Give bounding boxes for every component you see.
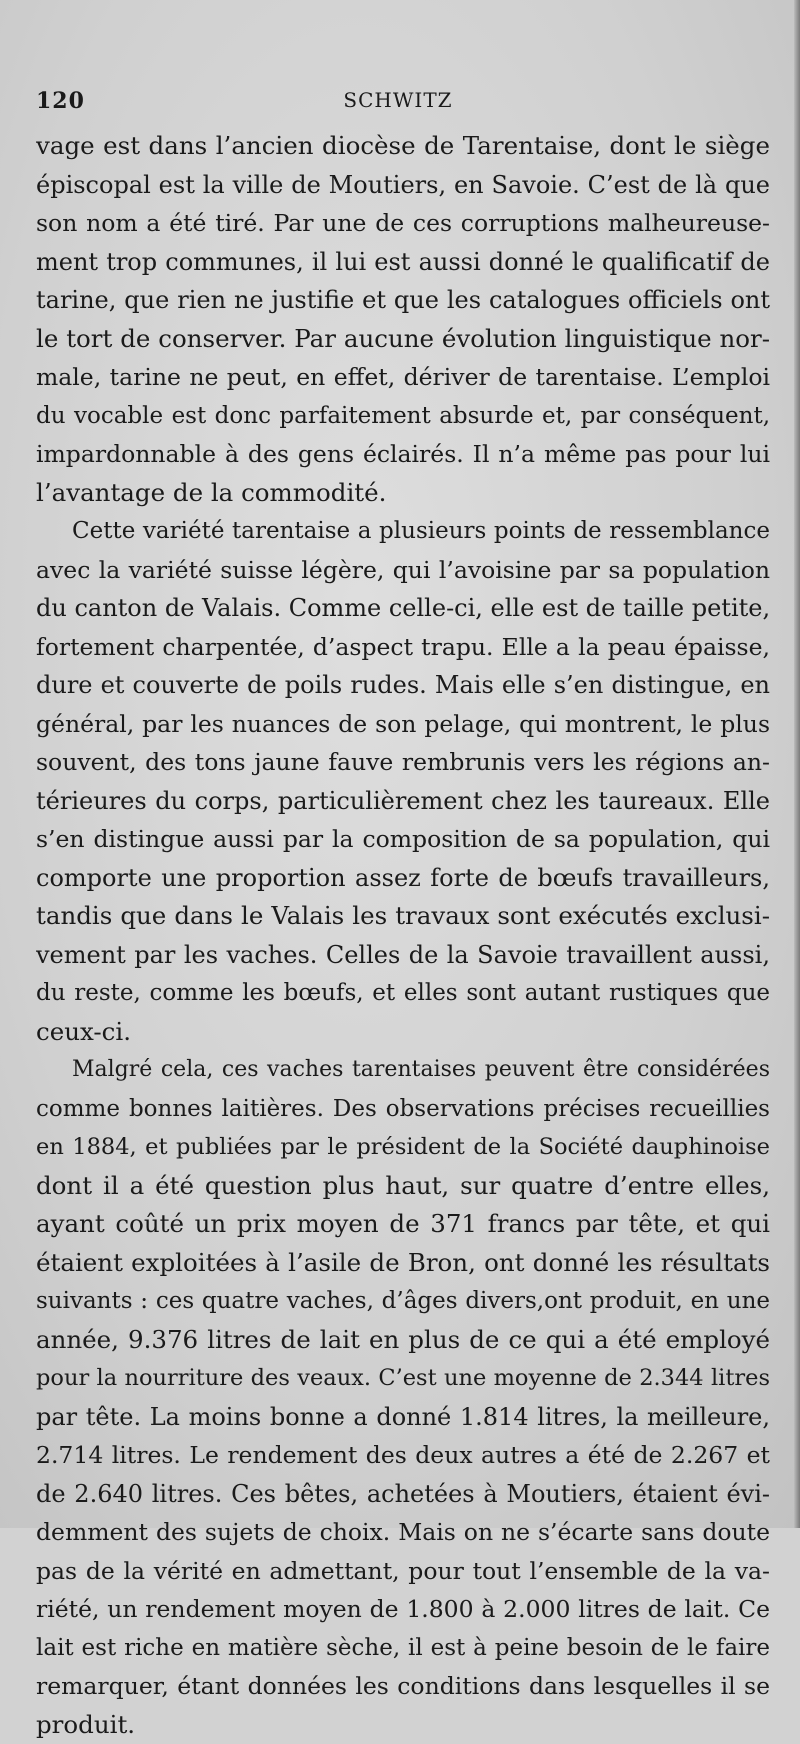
text-line: male, tarine ne peut, en effet, dériver de tarentaise. L’emploi	[36, 358, 770, 397]
text-line: épiscopal est la ville de Moutiers, en Savoie. C’est de là que	[36, 166, 770, 205]
text-line: dure et couverte de poils rudes. Mais elle s’en distingue, en	[36, 666, 770, 705]
text-line: vage est dans l’ancien diocèse de Tarentaise, dont le siège	[36, 127, 770, 166]
text-line: produit.	[36, 1706, 770, 1744]
text-line: de 2.640 litres. Ces bêtes, achetées à Moutiers, étaient évi-	[36, 1475, 770, 1514]
text-line: comporte une proportion assez forte de bœufs travailleurs,	[36, 859, 770, 898]
text-line: impardonnable à des gens éclairés. Il n’a même pas pour lui	[36, 435, 770, 474]
text-line: ceux-ci.	[36, 1013, 770, 1052]
text-line: le tort de conserver. Par aucune évolution linguistique nor-	[36, 320, 770, 359]
text-line: pas de la vérité en admettant, pour tout l’ensemble de la va-	[36, 1552, 770, 1591]
text-line: comme bonnes laitières. Des observations précises recueillies	[36, 1090, 770, 1129]
text-line: ayant coûté un prix moyen de 371 francs par tête, et qui	[36, 1205, 770, 1244]
text-line: 2.714 litres. Le rendement des deux autres a été de 2.267 et	[36, 1436, 770, 1475]
text-line: Malgré cela, ces vaches tarentaises peuvent être considérées	[36, 1051, 770, 1090]
text-line: du vocable est donc parfaitement absurde et, par conséquent,	[36, 397, 770, 436]
text-line: riété, un rendement moyen de 1.800 à 2.000 litres de lait. Ce	[36, 1590, 770, 1629]
page-edge	[794, 0, 800, 1528]
text-line: souvent, des tons jaune fauve rembrunis vers les régions an-	[36, 743, 770, 782]
text-line: suivants : ces quatre vaches, d’âges divers,ont produit, en une	[36, 1282, 770, 1321]
text-line: dont il a été question plus haut, sur quatre d’entre elles,	[36, 1167, 770, 1206]
text-line: vement par les vaches. Celles de la Savoie travaillent aussi,	[36, 936, 770, 975]
text-line: du canton de Valais. Comme celle-ci, elle est de taille petite,	[36, 589, 770, 628]
text-line: remarquer, étant données les conditions dans lesquelles il se	[36, 1667, 770, 1706]
text-line: avec la variété suisse légère, qui l’avoisine par sa population	[36, 551, 770, 590]
running-title: SCHWITZ	[36, 88, 760, 112]
text-line: demment des sujets de choix. Mais on ne s’écarte sans doute	[36, 1513, 770, 1552]
text-line: ment trop communes, il lui est aussi donné le qualificatif de	[36, 243, 770, 282]
text-line: général, par les nuances de son pelage, qui montrent, le plus	[36, 705, 770, 744]
page-header	[36, 88, 760, 120]
text-line: térieures du corps, particulièrement chez les taureaux. Elle	[36, 782, 770, 821]
text-line: son nom a été tiré. Par une de ces corruptions malheureuse-	[36, 204, 770, 243]
text-line: Cette variété tarentaise a plusieurs points de ressemblance	[36, 512, 770, 551]
text-line: année, 9.376 litres de lait en plus de ce qui a été employé	[36, 1321, 770, 1360]
text-line: l’avantage de la commodité.	[36, 474, 770, 513]
body-text	[36, 127, 770, 1744]
text-line: par tête. La moins bonne a donné 1.814 litres, la meilleure,	[36, 1398, 770, 1437]
text-line: étaient exploitées à l’asile de Bron, ont donné les résultats	[36, 1244, 770, 1283]
text-line: du reste, comme les bœufs, et elles sont autant rustiques que	[36, 974, 770, 1013]
text-line: tandis que dans le Valais les travaux sont exécutés exclusi-	[36, 897, 770, 936]
text-line: lait est riche en matière sèche, il est à peine besoin de le faire	[36, 1629, 770, 1668]
text-line: s’en distingue aussi par la composition de sa population, qui	[36, 820, 770, 859]
text-line: fortement charpentée, d’aspect trapu. Elle a la peau épaisse,	[36, 628, 770, 667]
text-line: pour la nourriture des veaux. C’est une moyenne de 2.344 litres	[36, 1359, 770, 1398]
text-line: tarine, que rien ne justifie et que les catalogues officiels ont	[36, 281, 770, 320]
text-line: en 1884, et publiées par le président de la Société dauphinoise	[36, 1128, 770, 1167]
page-number: 120	[36, 88, 85, 114]
